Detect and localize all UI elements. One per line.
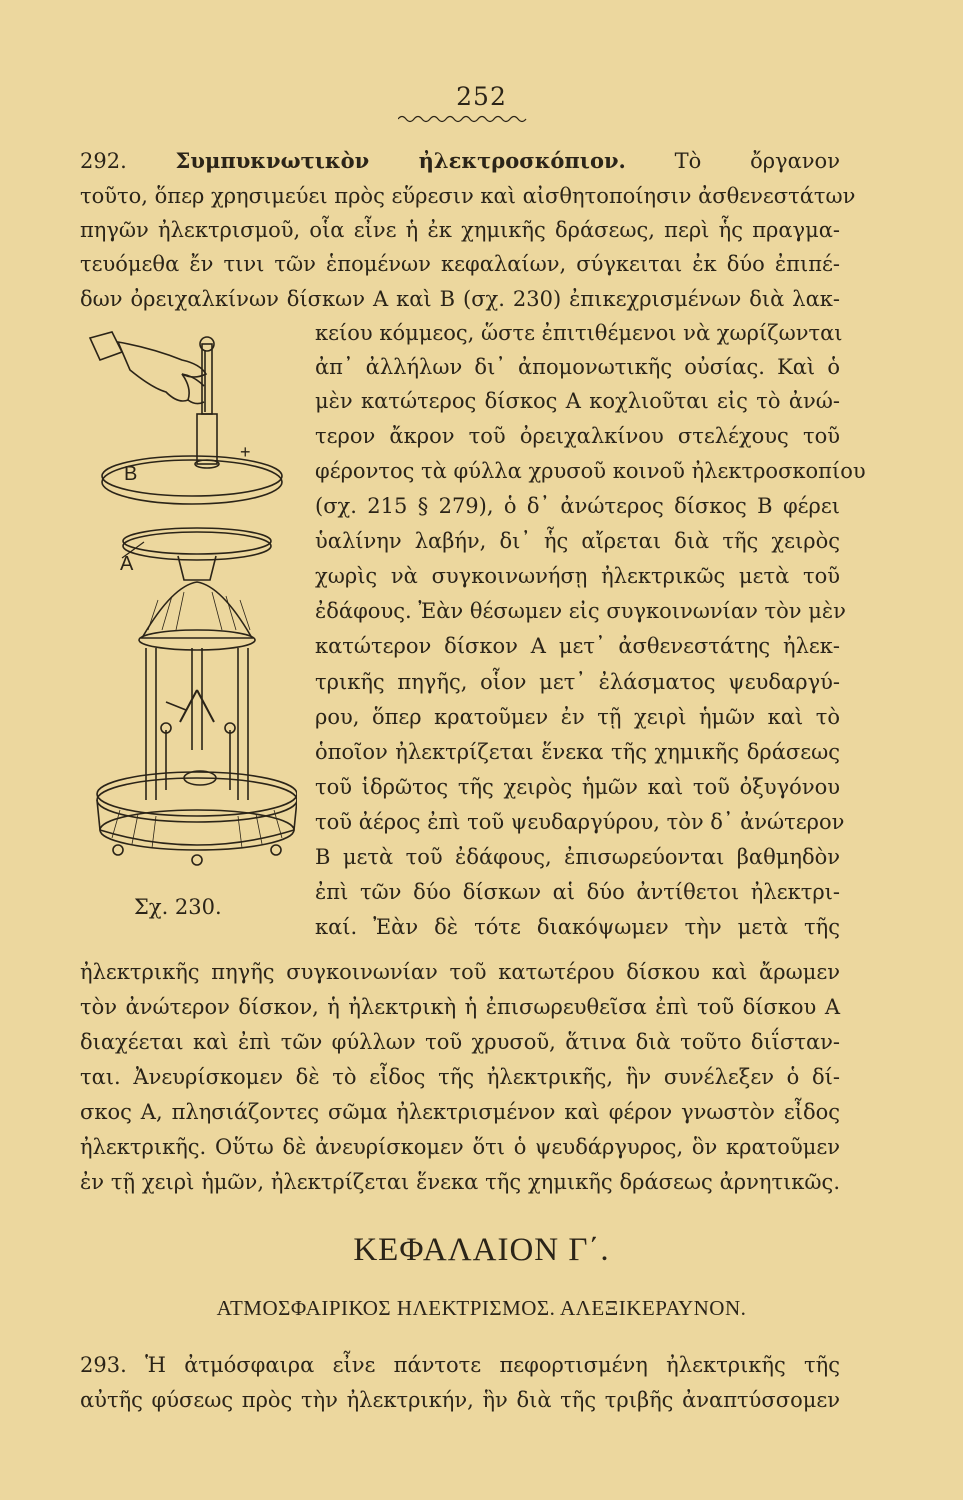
text-line: πηγῶν ἠλεκτρισμοῦ, οἷα εἶνε ἡ ἐκ χημικῆς δράσεως, περὶ ἧς πραγμα-: [80, 218, 840, 242]
text-line: ἐδάφους. Ἐὰν θέσωμεν εἰς συγκοινωνίαν τὸν μὲν: [315, 599, 846, 623]
text-line: ὁποῖον ἠλεκτρίζεται ἕνεκα τῆς χημικῆς δράσεως: [315, 740, 840, 764]
text-line: (σχ. 215 § 279), ὁ δ᾽ ἀνώτερος δίσκος Β φέρει: [315, 494, 840, 518]
text-line: δων ὀρειχαλκίνων δίσκων Α καὶ Β (σχ. 230) ἐπικεχρισμένων διὰ λακ-: [80, 287, 840, 311]
text-line: ἠλεκτρικῆς. Οὕτω δὲ ἀνευρίσκομεν ὅτι ὁ ψευδάργυρος, ὃν κρατοῦμεν: [80, 1135, 840, 1159]
chapter-title: ΚΕΦΑΛΑΙΟΝ Γ΄.: [353, 1232, 610, 1268]
page-number: 252: [456, 82, 507, 111]
text-line: τευόμεθα ἔν τινι τῶν ἑπομένων κεφαλαίων, σύγκειται ἐκ δύο ἐπιπέ-: [80, 252, 840, 276]
heading-line-rest: Τὸ ὄργανον: [674, 149, 840, 173]
text-line: σκος Α, πλησιάζοντες σῶμα ἠλεκτρισμένον καὶ φέρον γνωστὸν εἶδος: [80, 1100, 840, 1124]
figure-plus-sign: +: [240, 442, 251, 462]
section-number: 292.: [80, 149, 127, 173]
section-title: Συμπυκνωτικὸν ἠλεκτροσκόπιον.: [175, 148, 626, 173]
text-line: ἐπὶ τῶν δύο δίσκων αἱ δύο ἀντίθετοι ἠλεκτρι-: [315, 880, 840, 904]
text-line: μὲν κατώτερος δίσκος Α κοχλιοῦται εἰς τὸ ἀνώ-: [315, 389, 840, 413]
text-line: διαχέεται καὶ ἐπὶ τῶν φύλλων τοῦ χρυσοῦ, ἅτινα διὰ τοῦτο διΐσταν-: [80, 1030, 840, 1054]
text-line: χωρὶς νὰ συγκοινωνήσῃ ἠλεκτρικῶς μετὰ τοῦ: [315, 564, 840, 588]
text-line: τερον ἄκρον τοῦ ὀρειχαλκίνου στελέχους τοῦ: [315, 424, 840, 448]
section-293-line-rest: Ἡ ἀτμόσφαιρα εἶνε πάντοτε πεφορτισμένη ἠλεκτρικῆς τῆς: [145, 1353, 840, 1377]
text-line: ρου, ὅπερ κρατοῦμεν ἐν τῇ χειρὶ ἡμῶν καὶ τὸ: [315, 705, 840, 729]
text-line: ἐν τῇ χειρὶ ἡμῶν, ἠλεκτρίζεται ἕνεκα τῆς χημικῆς δράσεως ἀρνητικῶς.: [80, 1170, 840, 1194]
text-line: φέροντος τὰ φύλλα χρυσοῦ κοινοῦ ἠλεκτροσκοπίου: [315, 459, 866, 483]
wavy-rule-ornament: [398, 114, 528, 124]
section-number: 293.: [80, 1353, 127, 1377]
figure-caption: Σχ. 230.: [134, 895, 222, 919]
text-line: τὸν ἀνώτερον δίσκον, ἡ ἠλεκτρικὴ ἡ ἐπισωρευθεῖσα ἐπὶ τοῦ δίσκου Α: [80, 995, 840, 1019]
text-line: Β μετὰ τοῦ ἐδάφους, ἐπισωρεύονται βαθμηδὸν: [315, 845, 840, 869]
section-293-first-line: [80, 1348, 840, 1382]
figure-230-electroscope: [82, 330, 297, 890]
text-line: καί. Ἐὰν δὲ τότε διακόψωμεν τὴν μετὰ τῆς: [315, 915, 840, 939]
figure-label-b: B: [124, 463, 138, 485]
text-line: τοῦτο, ὅπερ χρησιμεύει πρὸς εὕρεσιν καὶ αἰσθητοποίησιν ἀσθενεστάτων: [80, 184, 856, 208]
text-line: αὐτῆς φύσεως πρὸς τὴν ἠλεκτρικήν, ἣν διὰ τῆς τριβῆς ἀναπτύσσομεν: [80, 1388, 840, 1412]
text-line: ἠλεκτρικῆς πηγῆς συγκοινωνίαν τοῦ κατωτέρου δίσκου καὶ ἄρωμεν: [80, 960, 840, 984]
text-line: κατώτερον δίσκον Α μετ᾽ ἀσθενεστάτης ἠλεκ-: [315, 634, 840, 658]
text-line: τοῦ ἱδρῶτος τῆς χειρὸς ἡμῶν καὶ τοῦ ὀξυγόνου: [315, 775, 840, 799]
text-line: ὑαλίνην λαβήν, δι᾽ ἧς αἴρεται διὰ τῆς χειρὸς: [315, 529, 840, 553]
text-line: ται. Ἀνευρίσκομεν δὲ τὸ εἶδος τῆς ἠλεκτρικῆς, ἣν συνέλεξεν ὁ δί-: [80, 1065, 840, 1089]
figure-label-a: A: [120, 553, 134, 575]
text-line: τοῦ ἀέρος ἐπὶ τοῦ ψευδαργύρου, τὸν δ᾽ ἀνώτερον: [315, 810, 845, 834]
chapter-subtitle: ΑΤΜΟΣΦΑΙΡΙΚΟΣ ΗΛΕΚΤΡΙΣΜΟΣ. ΑΛΕΞΙΚΕΡΑΥΝΟΝ.: [216, 1296, 747, 1320]
section-292-heading-line: [80, 144, 840, 178]
text-line: κείου κόμμεος, ὥστε ἐπιτιθέμενοι νὰ χωρίζωνται: [315, 321, 843, 345]
text-line: τρικῆς πηγῆς, οἷον μετ᾽ ἐλάσματος ψευδαργύ-: [315, 670, 840, 694]
text-line: ἀπ᾽ ἀλλήλων δι᾽ ἀπομονωτικῆς οὐσίας. Καὶ ὁ: [315, 355, 840, 379]
